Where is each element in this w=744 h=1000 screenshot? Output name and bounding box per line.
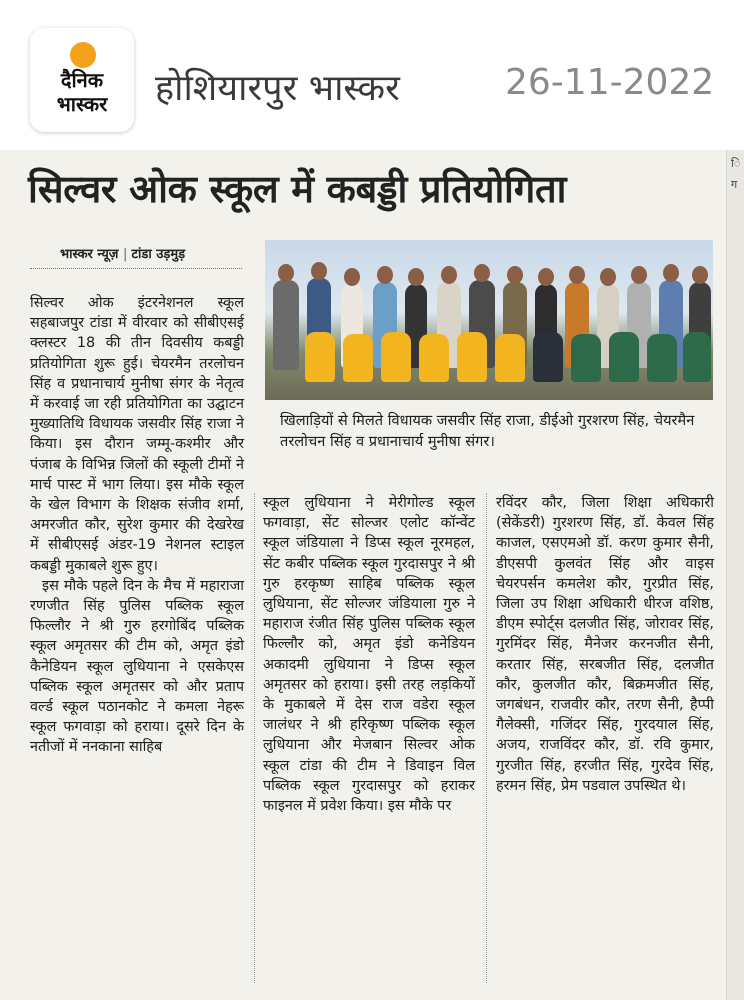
column-divider <box>254 493 255 983</box>
logo-text-line2: भास्कर <box>56 92 108 116</box>
byline-place: टांडा उड़मुड़ <box>131 247 186 262</box>
byline-source: भास्कर न्यूज़ <box>60 247 119 262</box>
byline <box>60 244 185 262</box>
article-column-3 <box>496 493 714 796</box>
dainik-bhaskar-logo[interactable] <box>30 28 134 132</box>
column-divider <box>486 493 487 983</box>
app-header <box>0 0 744 150</box>
article-column-2 <box>263 493 475 816</box>
edge-char-1: ि <box>731 157 741 170</box>
column-3-paragraph: रविंदर कौर, जिला शिक्षा अधिकारी (सेकेंडरी) गुरशरण सिंह, डॉ. केवल सिंह काजल, एसएमओ डॉ. करण कुमार सैनी, डीएसपी कुलवंत सिंह और वाइस चेयरपर्सन कमलेश कौर, गुरप्रीत सिंह, जिला उप शिक्षा अधिकारी धीरज वशिष्ठ, डीएम स्पोर्ट्स दलजीत सिंह, जोरावर सिंह, गुरमिंदर सिंह, मैनेजर करनजीत सैनी, करतार सिंह, सरबजीत सिंह, दलजीत कौर, कुलजीत कौर, बिक्रमजीत सिंह, जगबंधन, राजवीर कौर, तरण सैनी, हैप्पी गैलेक्सी, गजिंदर सिंह, गुरदयाल सिंह, अजय, राजविंदर कौर, डॉ. रवि कुमार, गुरजीत सिंह, हरजीत सिंह, गुरदेव सिंह, हरमन सिंह, प्रेम पडवाल उपस्थित थे। <box>496 495 714 794</box>
article-column-1 <box>30 293 244 758</box>
column-1-paragraph-2: इस मौके पहले दिन के मैच में महाराजा रणजीत सिंह पुलिस पब्लिक स्कूल फिल्लौर ने श्री गुरु हरगोबिंद पब्लिक स्कूल अमृतसर की टीम को, अमृत इंडो कैनेडियन स्कूल लुधियाना ने एसकेएस पब्लिक स्कूल अमृतसर को और प्रताप वर्ल्ड स्कूल पठानकोट ने कमला नेहरू स्कूल फगवाड़ा को हराया। दूसरे दिन के नतीजों में ननकाना साहिब <box>30 577 244 756</box>
sun-logo-icon <box>70 42 96 68</box>
byline-divider <box>30 268 242 269</box>
adjacent-article-edge <box>726 150 744 1000</box>
edition-date: 26-11-2022 <box>505 62 715 103</box>
photo-caption: खिलाड़ियों से मिलते विधायक जसवीर सिंह राजा, डीईओ गुरशरण सिंह, चेयरमैन तरलोचन सिंह व प्रधानाचार्य मुनीषा संगर। <box>280 412 695 450</box>
article-headline: सिल्वर ओक स्कूल में कबड्डी प्रतियोगिता <box>28 167 567 211</box>
logo-text-line1: दैनिक <box>60 68 104 92</box>
column-1-paragraph-1: सिल्वर ओक इंटरनेशनल स्कूल सहबाजपुर टांडा में वीरवार को सीबीएसई क्लस्टर 18 की तीन दिवसीय कबड्डी प्रतियोगिता शुरू हुई। चेयरमैन तरलोचन सिंह व प्रधानाचार्य मुनीषा संगर के नेतृत्व में करवाई जा रही प्रतियोगिता का उद्घाटन मुख्यातिथि विधायक जसवीर सिंह राजा ने किया। इस दौरान जम्मू-कश्मीर और पंजाब के विभिन्न जिलों की स्कूली टीमों ने मार्च पास्ट में भाग लिया। इस मौके स्कूल के खेल विभाग के शिक्षक संजीव शर्मा, अमरजीत कौर, सुरेश कुमार की देखरेख में सीबीएसई अंडर-19 नेशनल स्टाइल कबड्डी मुकाबले शुरू हुए। <box>30 295 244 574</box>
edition-title: होशियारपुर भास्कर <box>155 68 400 109</box>
byline-separator: | <box>122 247 132 262</box>
article-photo <box>265 240 713 400</box>
column-2-paragraph: स्कूल लुधियाना ने मेरीगोल्ड स्कूल फगवाड़ा, सेंट सोल्जर एलोट कॉन्वेंट स्कूल जंडियाला ने डिप्स स्कूल नूरमहल, सेंट कबीर पब्लिक स्कूल गुरदासपुर ने श्री गुरु हरकृष्ण साहिब पब्लिक स्कूल लुधियाना, सेंट सोल्जर जंडियाला गुरु ने महाराज रंजीत सिंह पुलिस पब्लिक स्कूल फिल्लौर को, अमृत इंडो कनेडियन अकादमी लुधियाना ने डिप्स स्कूल अमृतसर को हराया। इसी तरह लड़कियों के मुकाबले में देस राज वडेरा स्कूल जालंधर ने श्री हरिकृष्ण पब्लिक स्कूल लुधियाना और मेजबान सिल्वर ओक स्कूल टांडा की टीम ने डिवाइन विल पब्लिक स्कूल गुरदासपुर को हराकर फाइनल में प्रवेश किया। इस मौके पर <box>263 495 475 815</box>
edge-char-2: ग <box>731 178 738 191</box>
